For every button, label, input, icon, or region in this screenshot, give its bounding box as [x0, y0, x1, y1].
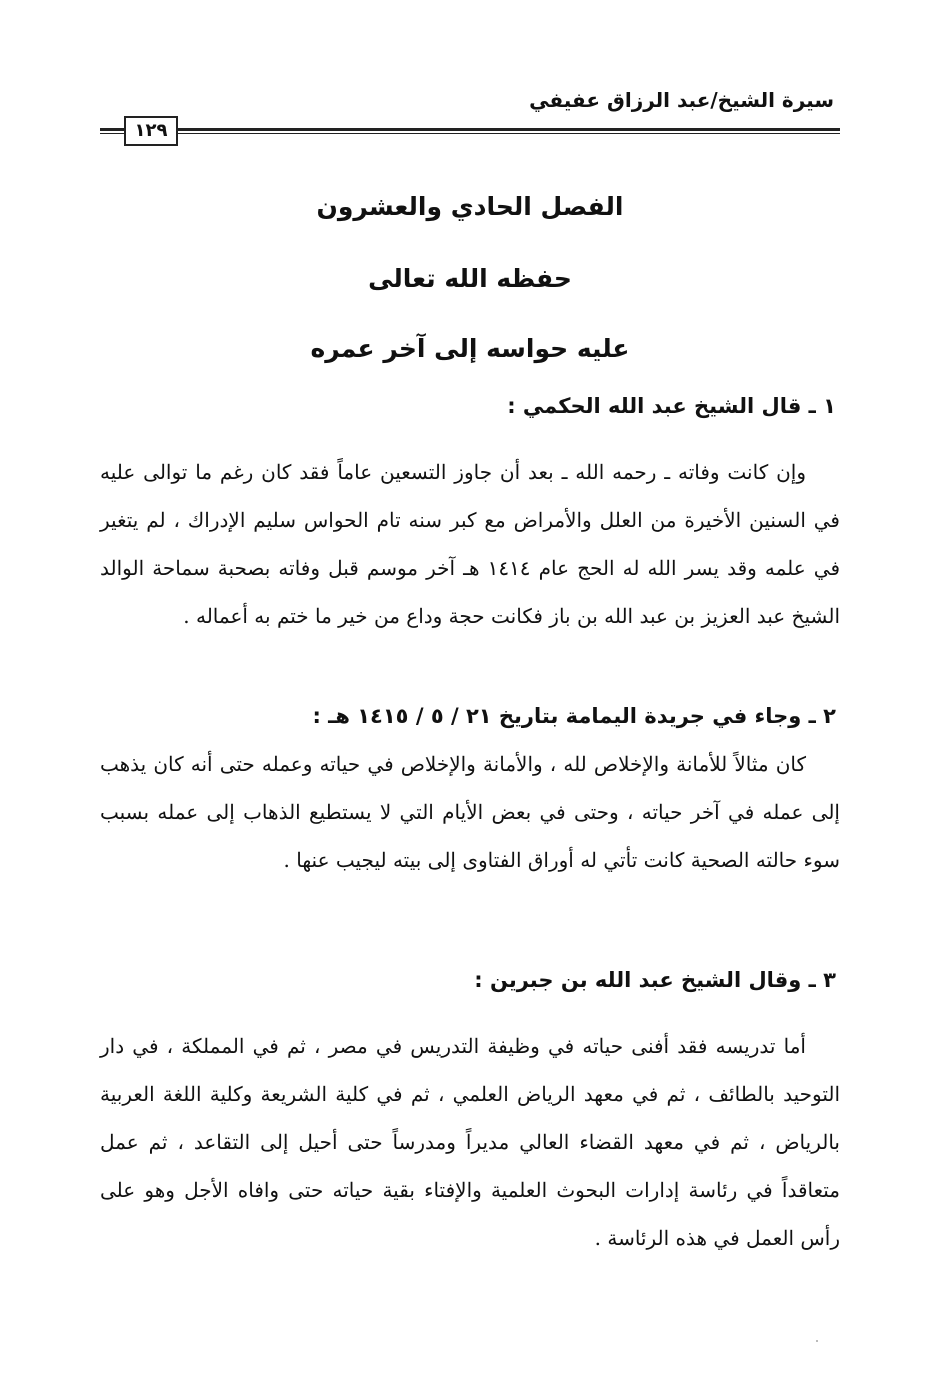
- section-paragraph-2: كان مثالاً للأمانة والإخلاص لله ، والأمانة والإخلاص في حياته وعمله حتى أنه كان يذهب إلى عمله في آخر حياته ، وحتى في بعض الأيام التي لا يستطيع الذهاب إلى عمله بسبب سوء حالته الصحية كانت تأتي له أوراق الفتاوى إلى بيته ليجيب عنها .: [100, 752, 840, 872]
- section-heading-2: ٢ ـ وجاء في جريدة اليمامة بتاريخ ٢١ / ٥ / ١٤١٥ هـ :: [312, 704, 836, 728]
- section-heading-3: ٣ ـ وقال الشيخ عبد الله بن جبرين :: [474, 968, 836, 992]
- section-paragraph-3: أما تدريسه فقد أفنى حياته في وظيفة التدريس في مصر ، ثم في المملكة ، في دار التوحيد بالطائف ، ثم في معهد الرياض العلمي ، ثم في كلية الشريعة وكلية اللغة العربية بالرياض ، ثم في معهد القضاء العالي مديراً ومدرساً حتى أحيل إلى التقاعد ، ثم عمل متعاقداً في رئاسة إدارات البحوث العلمية والإفتاء بقية حياته حتى وافاه الأجل وهو على رأس العمل في هذه الرئاسة .: [100, 1034, 840, 1250]
- header-rule-thick-line: [100, 128, 840, 131]
- scan-speck: [816, 1340, 818, 1342]
- running-header-title: سيرة الشيخ/عبد الرزاق عفيفي: [529, 88, 834, 112]
- chapter-title: الفصل الحادي والعشرون: [316, 192, 624, 221]
- chapter-heading: عليه حواسه إلى آخر عمره: [310, 334, 630, 363]
- section-heading-1: ١ ـ قال الشيخ عبد الله الحكمي :: [507, 394, 836, 418]
- section-paragraph-1: وإن كانت وفاته ـ رحمه الله ـ بعد أن جاوز التسعين عاماً فقد كان رغم ما توالى عليه في السنين الأخيرة من العلل والأمراض مع كبر سنه تام الحواس سليم الإدراك ، لم يتغير في علمه وقد يسر الله له الحج عام ١٤١٤ هـ آخر موسم قبل وفاته بصحبة سماحة الوالد الشيخ عبد العزيز بن عبد الله بن باز فكانت حجة وداع من خير ما ختم به أعماله .: [100, 460, 841, 628]
- chapter-subtitle: حفظه الله تعالى: [368, 264, 572, 293]
- header-rule: [100, 128, 840, 136]
- page-number: ١٢٩: [124, 116, 178, 146]
- header-rule-thin-line: [100, 133, 840, 134]
